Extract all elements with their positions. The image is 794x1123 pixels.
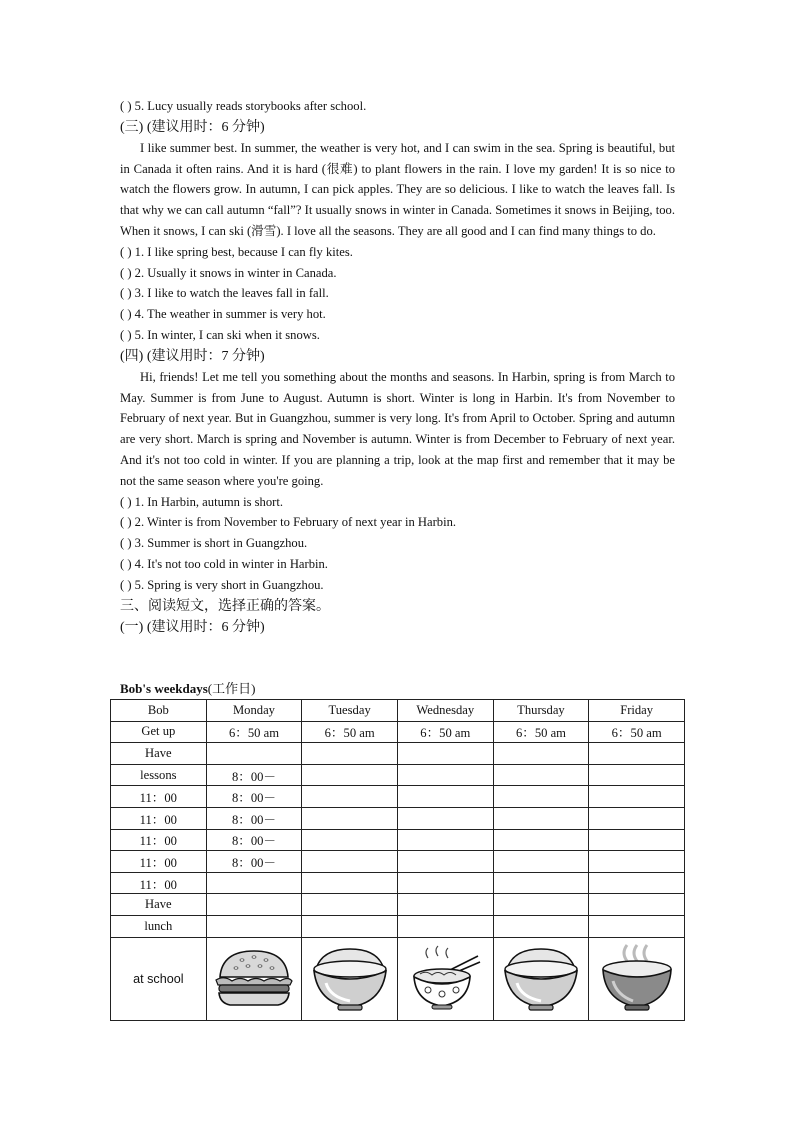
section-4-question-4: ( ) 4. It's not too cold in winter in Harbin. bbox=[120, 556, 328, 571]
table-row bbox=[111, 743, 685, 765]
table-cell bbox=[589, 807, 685, 829]
table-cell bbox=[493, 894, 589, 916]
table-cell bbox=[302, 743, 398, 765]
table-cell bbox=[206, 743, 302, 765]
table-caption-cn: (工作日) bbox=[207, 681, 256, 696]
table-cell bbox=[302, 786, 398, 808]
rice-bowl-icon bbox=[308, 943, 392, 1015]
table-cell bbox=[397, 851, 493, 873]
table-cell bbox=[302, 851, 398, 873]
hamburger-icon bbox=[212, 947, 296, 1011]
friday-lunch-cell bbox=[589, 937, 685, 1020]
table-caption bbox=[120, 679, 255, 699]
table-cell bbox=[493, 743, 589, 765]
section-3-question-1: ( ) 1. I like spring best, because I can fly kites. bbox=[120, 244, 353, 259]
table-cell bbox=[397, 786, 493, 808]
table-cell bbox=[397, 872, 493, 894]
table-cell bbox=[589, 872, 685, 894]
table-cell: 11：00 bbox=[111, 786, 207, 808]
header-cell: Thursday bbox=[493, 700, 589, 722]
table-cell: 6：50 am bbox=[493, 721, 589, 743]
table-cell bbox=[397, 743, 493, 765]
table-row bbox=[111, 829, 685, 851]
table-cell bbox=[302, 807, 398, 829]
table-cell bbox=[589, 894, 685, 916]
header-cell: Bob bbox=[111, 700, 207, 722]
rice-bowl-icon bbox=[499, 943, 583, 1015]
table-cell bbox=[206, 894, 302, 916]
table-cell bbox=[302, 829, 398, 851]
table-cell: 8：00－ bbox=[206, 851, 302, 873]
table-cell: 6：50 am bbox=[302, 721, 398, 743]
table-header-row bbox=[111, 700, 685, 722]
section-3-passage-text: I like summer best. In summer, the weather is very hot, and I can swim in the sea. Spring is beautiful, but in Canada it often rains. And it is hard (很难) to plant flowers in the rain. I love my garden! It is so nice to watch the flowers grow. In autumn, I can pick apples. They are so delicious. I like to watch the leaves fall. Is that why we can call autumn “fall”? It usually snows in winter in Canada. Sometimes it snows in Beijing, too. When it snows, I can ski (滑雪). I love all the seasons. They are all good and I can find many things to do. bbox=[120, 140, 675, 238]
soup-bowl-icon bbox=[597, 943, 677, 1015]
lunch-picture-row bbox=[111, 937, 685, 1020]
section-4-question-1: ( ) 1. In Harbin, autumn is short. bbox=[120, 494, 283, 509]
table-cell bbox=[493, 786, 589, 808]
section-3-question-2: ( ) 2. Usually it snows in winter in Canada. bbox=[120, 265, 337, 280]
table-cell: 6：50 am bbox=[206, 721, 302, 743]
section-3-question-4: ( ) 4. The weather in summer is very hot. bbox=[120, 307, 326, 322]
table-cell: 6：50 am bbox=[397, 721, 493, 743]
tuesday-lunch-cell bbox=[302, 937, 398, 1020]
table-cell bbox=[397, 807, 493, 829]
section-4-heading: (四) (建议用时：7 分钟) bbox=[120, 348, 265, 364]
header-cell: Tuesday bbox=[302, 700, 398, 722]
table-cell: lessons bbox=[111, 764, 207, 786]
monday-lunch-cell bbox=[206, 937, 302, 1020]
table-row bbox=[111, 721, 685, 743]
table-cell: 8：00－ bbox=[206, 786, 302, 808]
table-cell bbox=[493, 915, 589, 937]
section-4-passage bbox=[120, 367, 675, 492]
table-cell bbox=[397, 829, 493, 851]
table-cell: 8：00－ bbox=[206, 829, 302, 851]
part-3-heading: 三、阅读短文，选择正确的答案。 bbox=[120, 598, 330, 614]
section-4-question-3: ( ) 3. Summer is short in Guangzhou. bbox=[120, 536, 308, 551]
table-cell: lunch bbox=[111, 915, 207, 937]
noodle-bowl-icon bbox=[406, 944, 484, 1014]
section-3-question-5: ( ) 5. In winter, I can ski when it snows. bbox=[120, 327, 320, 342]
table-cell bbox=[206, 872, 302, 894]
table-row bbox=[111, 915, 685, 937]
table-cell: 6：50 am bbox=[589, 721, 685, 743]
table-cell: Have bbox=[111, 894, 207, 916]
table-cell bbox=[302, 915, 398, 937]
header-cell: Friday bbox=[589, 700, 685, 722]
prev-question-5: ( ) 5. Lucy usually reads storybooks after school. bbox=[120, 99, 367, 113]
schedule-table bbox=[110, 699, 685, 1021]
table-cell bbox=[397, 894, 493, 916]
table-cell: Have bbox=[111, 743, 207, 765]
table-cell: 11：00 bbox=[111, 872, 207, 894]
table-caption-bold: Bob's weekdays bbox=[120, 681, 208, 696]
table-cell bbox=[493, 851, 589, 873]
table-row bbox=[111, 807, 685, 829]
table-cell bbox=[206, 915, 302, 937]
table-cell bbox=[589, 851, 685, 873]
wednesday-lunch-cell bbox=[397, 937, 493, 1020]
table-row bbox=[111, 764, 685, 786]
subsection-1-heading: (一) (建议用时：6 分钟) bbox=[120, 619, 265, 635]
table-cell: 11：00 bbox=[111, 829, 207, 851]
table-cell: 11：00 bbox=[111, 807, 207, 829]
header-cell: Monday bbox=[206, 700, 302, 722]
table-row bbox=[111, 786, 685, 808]
table-row bbox=[111, 872, 685, 894]
table-cell bbox=[589, 786, 685, 808]
table-cell bbox=[302, 894, 398, 916]
section-4-passage-text: Hi, friends! Let me tell you something about the months and seasons. In Harbin, spring is from March to May. Summer is from June to August. Autumn is short. Winter is long in Harbin. It's from November to February of next year. But in Guangzhou, summer is very long. It's from April to October. Spring and autumn are very short. March is spring and November is autumn. Winter is from December to February of next year. And it's not too cold in winter. If you are planning a trip, look at the map first and remember that it may be not the same season where you're going. bbox=[120, 369, 675, 488]
table-cell: Get up bbox=[111, 721, 207, 743]
section-4-question-2: ( ) 2. Winter is from November to February of next year in Harbin. bbox=[120, 515, 457, 530]
table-row bbox=[111, 851, 685, 873]
table-cell bbox=[589, 915, 685, 937]
table-cell bbox=[493, 764, 589, 786]
section-4-question-5: ( ) 5. Spring is very short in Guangzhou. bbox=[120, 577, 324, 592]
table-cell bbox=[589, 764, 685, 786]
section-3-question-3: ( ) 3. I like to watch the leaves fall in fall. bbox=[120, 286, 329, 301]
table-cell: 11：00 bbox=[111, 851, 207, 873]
table-cell bbox=[589, 743, 685, 765]
section-3-passage bbox=[120, 138, 675, 242]
table-cell bbox=[397, 764, 493, 786]
table-cell: 8：00－ bbox=[206, 807, 302, 829]
lunch-label-cell: at school bbox=[111, 937, 207, 1020]
worksheet bbox=[120, 96, 675, 638]
table-cell bbox=[493, 872, 589, 894]
table-cell bbox=[302, 764, 398, 786]
header-cell: Wednesday bbox=[397, 700, 493, 722]
table-cell bbox=[397, 915, 493, 937]
table-cell bbox=[493, 829, 589, 851]
thursday-lunch-cell bbox=[493, 937, 589, 1020]
table-cell bbox=[493, 807, 589, 829]
table-cell: 8：00－ bbox=[206, 764, 302, 786]
section-3-heading: (三) (建议用时：6 分钟) bbox=[120, 119, 265, 135]
table-row bbox=[111, 894, 685, 916]
table-cell bbox=[589, 829, 685, 851]
table-cell bbox=[302, 872, 398, 894]
